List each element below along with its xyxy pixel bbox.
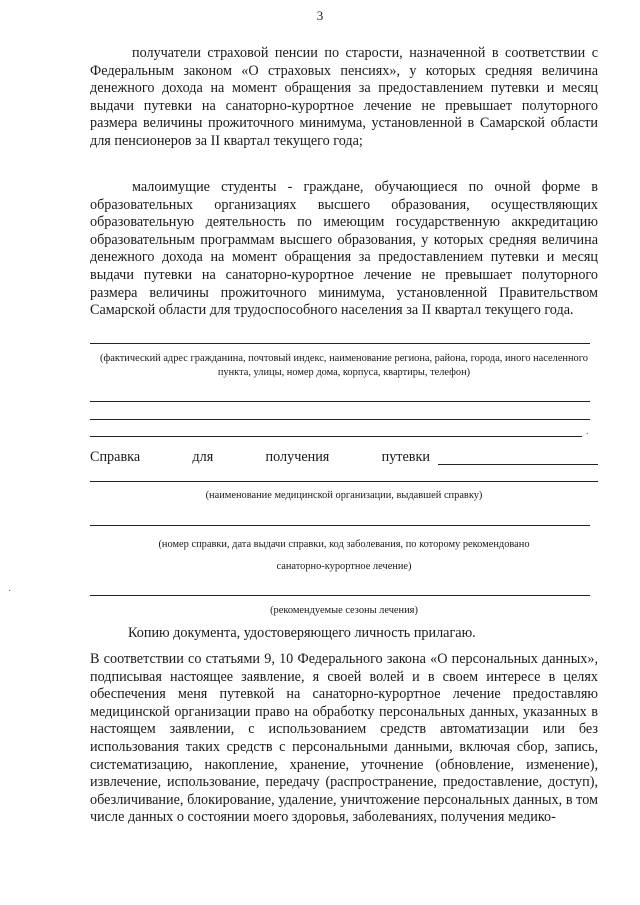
seasons-caption: (рекомендуемые сезоны лечения) [270,605,418,616]
paragraph-pensioners: получатели страховой пенсии по старости, назначенной в соответствии с Федеральным законом «О страховых пенсиях», у которых средняя величина денежного дохода на момент обращения за предоставлением путевки и месяц выдачи путевки на санаторно-курортное лечение не превышает полуторного размера величины прожиточного минимума, установленной в Самарской области для пенсионеров за II квартал текущего года; [90,45,598,149]
certificate-caption-1: (номер справки, дата выдачи справки, код заболевания, по которому рекомендовано [158,539,530,550]
seasons-line[interactable] [90,595,590,596]
certificate-caption-2: санаторно-курортное лечение) [276,561,412,572]
spravka-word-3: получения [265,449,330,465]
margin-mark: · [8,586,12,597]
spravka-label-row [90,449,430,466]
spravka-inline-blank[interactable] [438,464,598,465]
spravka-word-2: для [192,449,214,465]
blank-line-1[interactable] [90,401,590,402]
consent-paragraph: В соответствии со статьями 9, 10 Федерального закона «О персональных данных», подписывая настоящее заявление, я своей волей и в своем интересе в целях обеспечения меня путевкой на санаторно-курортное лечение предоставляю медицинской организации право на обработку персональных данных, указанных в настоящем заявлении, с использованием средств автоматизации или без использования таких средств с персональными данными, включая сбор, запись, систематизацию, накопление, хранение, уточнение (обновление, изменение), извлечение, использование, передачу (распространение, предоставление, доступ), обезличивание, блокирование, удаление, уничтожение персональных данных, в том числе данных о состоянии моего здоровья, заболеваниях, получения медико- [90,651,598,826]
address-caption: (фактический адрес гражданина, почтовый индекс, наименование региона, района, города, иного населенного пункта, улицы, номер дома, корпуса, квартиры, телефон) [100,353,588,378]
blank-line-3[interactable] [90,436,582,437]
page-number: 3 [316,8,324,23]
address-line[interactable] [90,343,590,344]
med-org-line[interactable] [90,481,598,482]
paragraph-students: малоимущие студенты - граждане, обучающиеся по очной форме в образовательных организациях высшего образования, осуществляющих образовательную деятельность по имеющим государственную аккредитацию образовательным программам высшего образования, у которых средняя величина денежного дохода на момент обращения за предоставлением путевки и месяц выдачи путевки на санаторно-курортное лечение не превышает полуторного размера величины прожиточного минимума, установленной Правительством Самарской области для трудоспособного населения за II квартал текущего года. [90,179,598,319]
spravka-word-4: путевки [381,449,430,465]
line-end-mark: . [586,426,589,437]
spravka-word-1: Справка [90,449,141,465]
blank-line-2[interactable] [90,419,590,420]
med-org-caption: (наименование медицинской организации, выдавшей справку) [205,490,483,501]
certificate-line[interactable] [90,525,590,526]
copy-statement: Копию документа, удостоверяющего личность прилагаю. [128,625,476,641]
